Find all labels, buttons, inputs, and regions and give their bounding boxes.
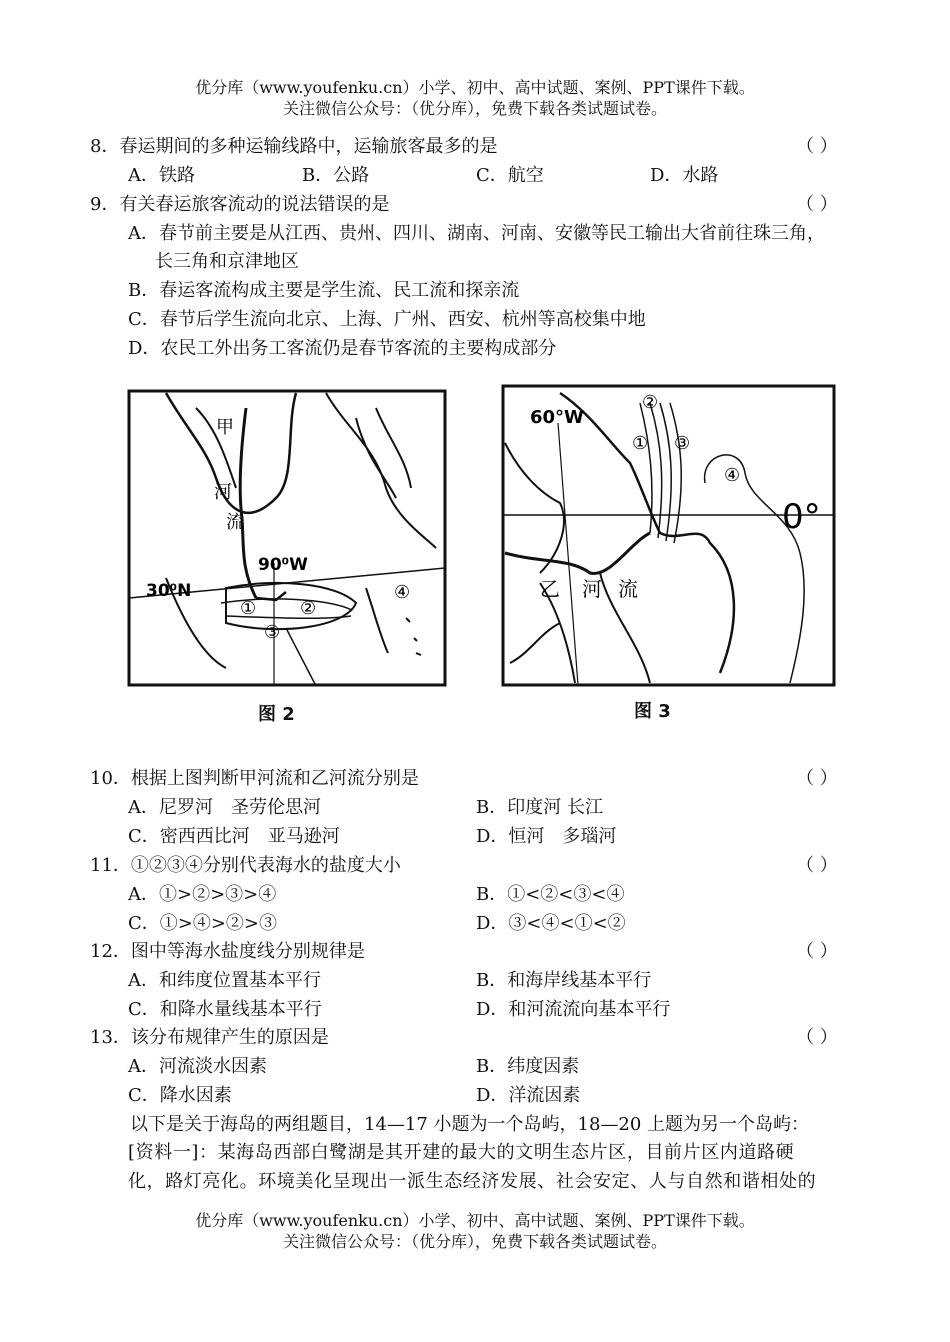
fig3-mark-1: ① bbox=[632, 433, 649, 454]
footer-line-2: 关注微信公众号：（优分库），免费下载各类试题试卷。 bbox=[282, 1232, 667, 1251]
q12-option-b: B．和海岸线基本平行 bbox=[476, 970, 652, 991]
q8-option-b: B．公路 bbox=[302, 165, 370, 186]
fig2-river-char-1: 甲 bbox=[216, 417, 234, 438]
q12-answer-paren: （ ） bbox=[796, 941, 838, 962]
figure-2-caption: 图 2 bbox=[258, 704, 295, 725]
fig2-latitude-label: 30⁰N bbox=[146, 581, 192, 601]
q9-answer-paren: （ ） bbox=[796, 194, 838, 215]
q12-stem: 12．图中等海水盐度线分别规律是 bbox=[90, 941, 365, 962]
footer-line-1: 优分库（www.youfenku.cn）小学、初中、高中试题、案例、PPT课件下载。 bbox=[195, 1211, 755, 1230]
q11-option-c: C．①>④>②>③ bbox=[128, 913, 278, 934]
q13-stem: 13．该分布规律产生的原因是 bbox=[90, 1027, 329, 1048]
q12-option-a: A．和纬度位置基本平行 bbox=[128, 970, 321, 991]
q11-option-b: B．①<②<③<④ bbox=[476, 884, 625, 905]
q10-answer-paren: （ ） bbox=[796, 768, 838, 789]
q13-option-b: B．纬度因素 bbox=[476, 1056, 580, 1077]
q9-option-a-line2: 长三角和京津地区 bbox=[155, 251, 299, 272]
fig2-mark-3: ③ bbox=[264, 622, 281, 643]
q8-option-c: C．航空 bbox=[476, 165, 544, 186]
q10-stem: 10．根据上图判断甲河流和乙河流分别是 bbox=[90, 768, 419, 789]
fig3-latitude-label: 0° bbox=[782, 497, 821, 537]
q13-option-c: C．降水因素 bbox=[128, 1085, 232, 1106]
q13-answer-paren: （ ） bbox=[796, 1027, 838, 1048]
figure-2-map bbox=[126, 388, 448, 688]
q10-option-d: D．恒河 多瑙河 bbox=[476, 826, 617, 847]
q11-stem: 11．①②③④分别代表海水的盐度大小 bbox=[90, 855, 401, 876]
fig3-river-char-3: 流 bbox=[618, 577, 638, 601]
fig2-river-char-3: 流 bbox=[226, 512, 244, 533]
figure-3-caption: 图 3 bbox=[634, 701, 671, 722]
q9-option-c: C．春节后学生流向北京、上海、广州、西安、杭州等高校集中地 bbox=[128, 309, 646, 330]
fig2-longitude-label: 90⁰W bbox=[258, 555, 308, 575]
q10-option-a: A．尼罗河 圣劳伦思河 bbox=[128, 797, 321, 818]
fig2-mark-1: ① bbox=[240, 598, 257, 619]
fig2-river-char-2: 河 bbox=[214, 482, 232, 503]
header-line-2: 关注微信公众号：（优分库），免费下载各类试题试卷。 bbox=[282, 99, 667, 118]
q8-option-a: A．铁路 bbox=[128, 165, 195, 186]
fig3-river-char-1: 乙 bbox=[540, 577, 560, 601]
q10-option-c: C．密西西比河 亚马逊河 bbox=[128, 826, 340, 847]
q9-stem: 9．有关春运旅客流动的说法错误的是 bbox=[90, 194, 390, 215]
q11-option-d: D．③<④<①<② bbox=[476, 913, 626, 934]
q10-option-b: B．印度河 长江 bbox=[476, 797, 603, 818]
fig3-mark-4: ④ bbox=[724, 465, 741, 486]
q11-answer-paren: （ ） bbox=[796, 855, 838, 876]
q12-option-d: D．和河流流向基本平行 bbox=[476, 999, 671, 1020]
q11-option-a: A．①>②>③>④ bbox=[128, 884, 277, 905]
q8-answer-paren: （ ） bbox=[796, 136, 838, 157]
q13-option-a: A．河流淡水因素 bbox=[128, 1056, 267, 1077]
q9-option-b: B．春运客流构成主要是学生流、民工流和探亲流 bbox=[128, 280, 520, 301]
fig3-mark-2: ② bbox=[642, 392, 659, 413]
q8-stem: 8．春运期间的多种运输线路中，运输旅客最多的是 bbox=[90, 136, 498, 157]
fig3-river-char-2: 河 bbox=[582, 577, 602, 601]
material-1-line-2: 化，路灯亮化。环境美化呈现出一派生态经济发展、社会安定、人与自然和谐相处的 bbox=[128, 1171, 817, 1192]
header-line-1: 优分库（www.youfenku.cn）小学、初中、高中试题、案例、PPT课件下载。 bbox=[195, 78, 755, 97]
island-intro: 以下是关于海岛的两组题目，14—17 小题为一个岛屿，18—20 上题为另一个岛屿： bbox=[130, 1114, 810, 1135]
figure-3-map bbox=[500, 383, 837, 688]
q13-option-d: D．洋流因素 bbox=[476, 1085, 581, 1106]
fig3-longitude-label: 60°W bbox=[530, 407, 584, 428]
material-1-line-1: [资料一]：某海岛西部白鹭湖是其开建的最大的文明生态片区，目前片区内道路硬 bbox=[128, 1142, 795, 1163]
q12-option-c: C．和降水量线基本平行 bbox=[128, 999, 322, 1020]
fig2-mark-4: ④ bbox=[394, 582, 411, 603]
fig2-mark-2: ② bbox=[300, 598, 317, 619]
q9-option-a-line1: A．春节前主要是从江西、贵州、四川、湖南、河南、安徽等民工输出大省前往珠三角， bbox=[128, 223, 825, 244]
q9-option-d: D．农民工外出务工客流仍是春节客流的主要构成部分 bbox=[128, 338, 557, 359]
q8-option-d: D．水路 bbox=[650, 165, 719, 186]
fig3-mark-3: ③ bbox=[674, 433, 691, 454]
